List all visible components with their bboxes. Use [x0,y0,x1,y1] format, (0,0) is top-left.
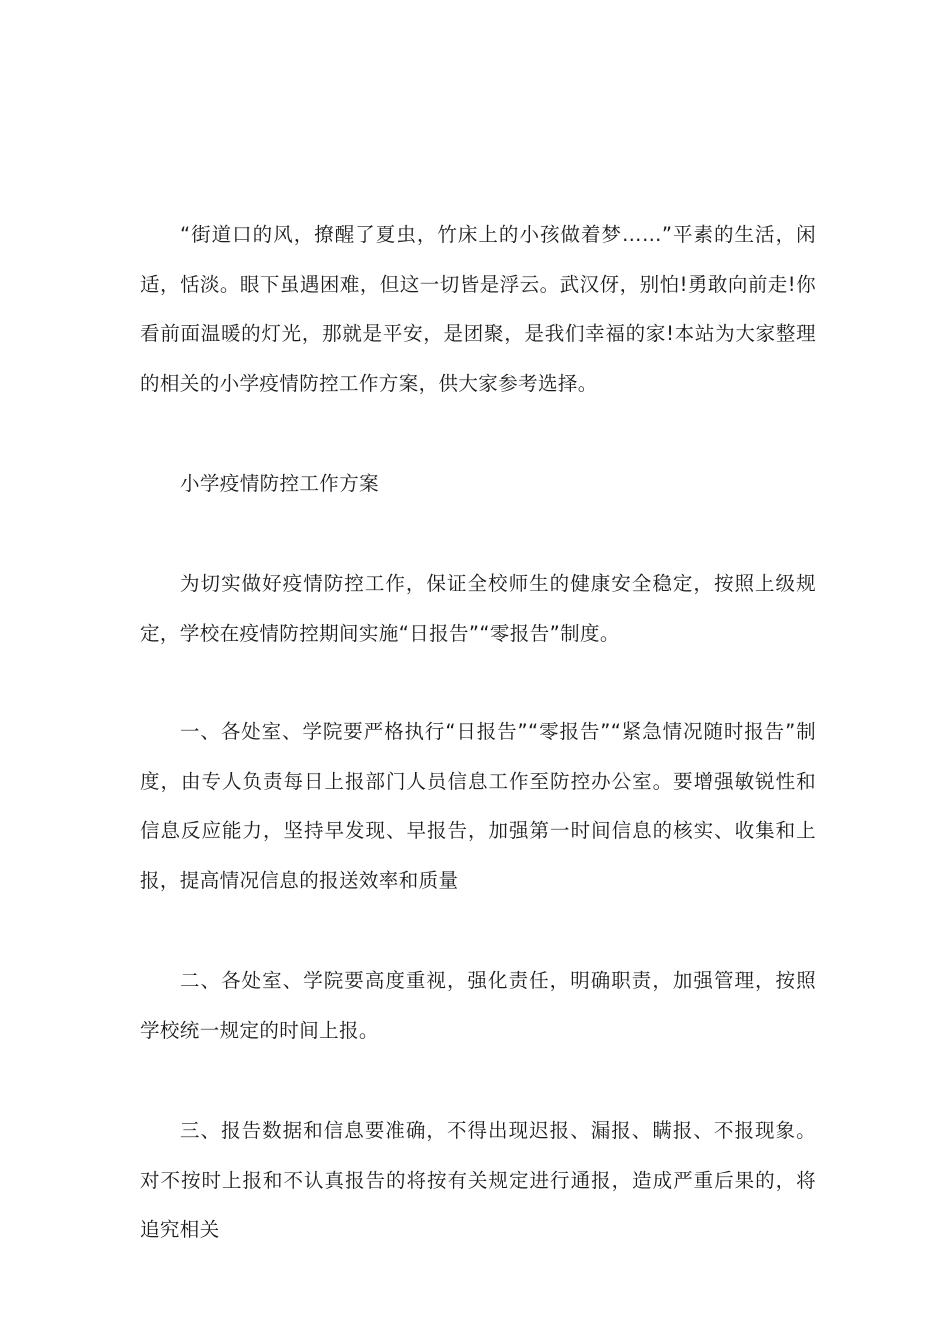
intro-paragraph: “街道口的风，撩醒了夏虫，竹床上的小孩做着梦……”平素的生活，闲适，恬淡。眼下虽遇困难，但这一切皆是浮云。武汉伢，别怕!勇敢向前走!你看前面温暖的灯光，那就是平安，是团聚，是我们幸福的家!本站为大家整理的相关的小学疫情防控工作方案，供大家参考选择。 [140,223,816,396]
item-1-paragraph: 一、各处室、学院要严格执行“日报告”“零报告”“紧急情况随时报告”制度，由专人负责每日上报部门人员信息工作至防控办公室。要增强敏锐性和信息反应能力，坚持早发现、早报告，加强第一时间信息的核实、收集和上报，提高情况信息的报送效率和质量 [140,720,816,893]
item-3-paragraph: 三、报告数据和信息要准确，不得出现迟报、漏报、瞒报、不报现象。对不按时上报和不认真报告的将按有关规定进行通报，造成严重后果的，将追究相关 [140,1119,816,1242]
document-title: 小学疫情防控工作方案 [180,472,380,495]
item-2-paragraph: 二、各处室、学院要高度重视，强化责任，明确职责，加强管理，按照学校统一规定的时间上报。 [140,969,816,1042]
purpose-paragraph: 为切实做好疫情防控工作，保证全校师生的健康安全稳定，按照上级规定，学校在疫情防控期间实施“日报告”“零报告”制度。 [140,572,816,645]
